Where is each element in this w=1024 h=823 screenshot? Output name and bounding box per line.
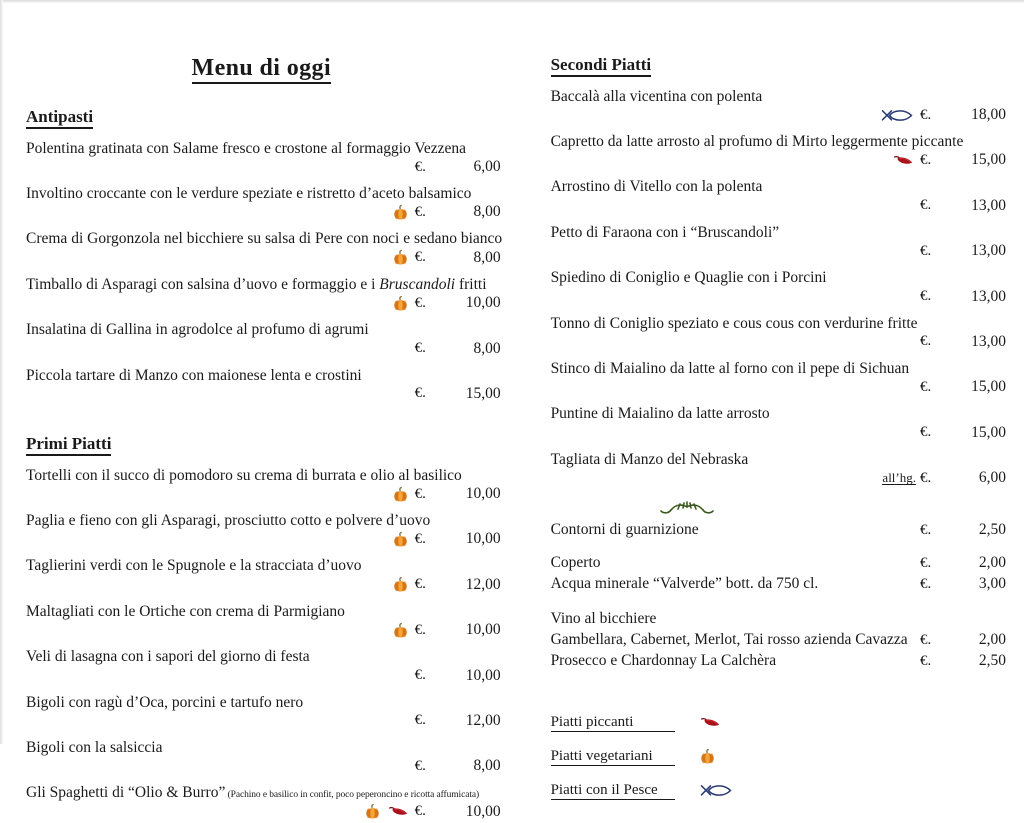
menu-item-currency: €. xyxy=(414,530,426,547)
menu-item-price-line xyxy=(551,422,1024,444)
menu-item-price: 10,00 xyxy=(465,294,501,312)
legend xyxy=(551,706,1024,808)
menu-item-name: Bigoli con ragù d’Oca, porcini e tartufo nero xyxy=(26,693,304,711)
menu-item xyxy=(551,177,1024,216)
menu-item-price: 15,00 xyxy=(971,151,1006,169)
menu-item-currency: €. xyxy=(920,106,932,123)
item-icons xyxy=(392,485,409,503)
wine-row xyxy=(551,630,1024,651)
page-title xyxy=(26,55,533,82)
menu-item-name: Maltagliati con le Ortiche con crema di Parmigiano xyxy=(26,602,345,620)
menu-item-price-line xyxy=(26,619,533,641)
menu-item xyxy=(551,314,1024,353)
legend-icon xyxy=(699,748,716,765)
menu-item xyxy=(26,466,533,505)
menu-item-price: 18,00 xyxy=(971,106,1006,124)
menu-item-name: Baccalà alla vicentina con polenta xyxy=(550,87,763,105)
menu-item-price-line xyxy=(26,383,533,405)
secondi-item-list xyxy=(551,87,1024,489)
ornament-divider xyxy=(551,495,1024,521)
menu-item-name: Timballo di Asparagi con salsina d’uovo e formaggio e i Bruscandoli fritti xyxy=(26,275,487,293)
menu-item xyxy=(551,268,1024,307)
menu-item xyxy=(26,366,533,405)
menu-item-currency: €. xyxy=(414,203,426,220)
menu-item xyxy=(26,783,533,822)
menu-item xyxy=(26,184,533,223)
menu-item-note: (Pachino e basilico in confit, poco peperoncino e ricotta affumicata) xyxy=(225,790,480,801)
menu-item-name: Taglierini verdi con le Spugnole e la stracciata d’uovo xyxy=(26,557,362,575)
menu-item-name: Polentina gratinata con Salame fresco e crostone al formaggio Vezzena xyxy=(26,139,466,157)
antipasti-item-list xyxy=(26,139,533,405)
legend-icon xyxy=(699,782,733,799)
menu-item-price-line xyxy=(551,149,1024,171)
menu-item xyxy=(26,647,533,686)
menu-item-price-line xyxy=(26,201,533,223)
menu-item-currency: €. xyxy=(920,378,932,395)
service-row-label: Coperto xyxy=(550,554,601,572)
menu-item-price-line xyxy=(26,574,533,596)
item-icons xyxy=(392,294,409,312)
menu-item-price-line xyxy=(551,195,1024,217)
menu-item xyxy=(551,450,1024,489)
menu-item-price: 15,00 xyxy=(465,384,501,402)
menu-item-price-line xyxy=(26,292,533,314)
item-icons xyxy=(392,621,409,639)
item-icons xyxy=(392,203,409,221)
menu-item-name: Puntine di Maialino da latte arrosto xyxy=(550,405,770,423)
menu-item-price: 10,00 xyxy=(465,802,501,820)
menu-item-price-line xyxy=(26,156,533,178)
menu-item-name: Tagliata di Manzo del Nebraska xyxy=(550,450,749,468)
wine-row-currency: €. xyxy=(920,631,932,648)
item-icons xyxy=(364,803,409,821)
menu-item-price-line xyxy=(551,376,1024,398)
section-heading-primi: Primi Piatti xyxy=(26,435,111,456)
service-row-price: 3,00 xyxy=(978,574,1006,592)
section-heading-antipasti: Antipasti xyxy=(26,108,93,129)
menu-item-name: Petto di Faraona con i “Bruscandoli” xyxy=(550,223,780,241)
menu-item-name: Veli di lasagna con i sapori del giorno di festa xyxy=(26,648,310,666)
menu-item xyxy=(551,223,1024,262)
wine-group xyxy=(551,609,1024,672)
fish-icon xyxy=(699,782,733,799)
legend-row xyxy=(551,774,1024,808)
item-icons xyxy=(880,106,914,124)
menu-item-price: 10,00 xyxy=(465,621,501,639)
menu-item-price: 6,00 xyxy=(978,469,1006,487)
menu-item-price-line xyxy=(26,801,533,823)
menu-item-name: Tonno di Coniglio speziato e cous cous con verdurine fritte xyxy=(550,314,918,332)
service-row xyxy=(551,574,1024,595)
menu-item-currency: €. xyxy=(414,158,426,175)
menu-item-price: 12,00 xyxy=(465,575,501,593)
contorni-price: 2,50 xyxy=(978,521,1006,539)
service-row-price: 2,00 xyxy=(978,554,1006,572)
menu-item-currency: €. xyxy=(920,151,932,168)
pumpkin-icon xyxy=(392,531,409,548)
menu-item-price-line xyxy=(551,286,1024,308)
menu-item-name: Spiedino di Coniglio e Quaglie con i Porcini xyxy=(550,269,827,287)
menu-item-name: Piccola tartare di Manzo con maionese lenta e crostini xyxy=(26,366,362,384)
menu-item-currency: €. xyxy=(414,667,426,683)
menu-item-name-emphasis: Bruscandoli xyxy=(379,275,456,293)
pumpkin-icon xyxy=(392,204,409,221)
menu-item-currency: €. xyxy=(414,340,426,357)
menu-item xyxy=(26,275,533,314)
menu-item-price: 8,00 xyxy=(473,339,501,357)
section-antipasti xyxy=(26,108,533,405)
menu-item-currency: €. xyxy=(920,288,932,305)
legend-row xyxy=(551,706,1024,740)
legend-label: Piatti vegetariani xyxy=(551,748,675,766)
menu-item-currency: €. xyxy=(414,803,426,820)
page-title-text: Menu di oggi xyxy=(192,55,331,84)
service-row-label: Acqua minerale “Valverde” bott. da 750 cl. xyxy=(550,574,819,592)
contorni-label: Contorni di guarnizione xyxy=(550,521,699,539)
menu-item-price-line xyxy=(551,331,1024,353)
menu-item-unit: all’hg. xyxy=(882,469,916,485)
menu-item-name: Arrostino di Vitello con la polenta xyxy=(550,178,763,196)
menu-item-price: 13,00 xyxy=(971,196,1006,214)
menu-item xyxy=(26,139,533,178)
service-group xyxy=(551,553,1024,595)
menu-item xyxy=(551,132,1024,171)
menu-item-price-line xyxy=(551,104,1024,126)
menu-item-price: 15,00 xyxy=(971,378,1006,396)
menu-item-price-line xyxy=(26,247,533,269)
service-row-currency: €. xyxy=(920,555,932,572)
contorni-currency: €. xyxy=(920,522,932,539)
menu-item-currency: €. xyxy=(414,485,426,502)
menu-item-price-line xyxy=(26,665,533,687)
menu-item-price-line xyxy=(26,528,533,550)
menu-item-currency: €. xyxy=(414,249,426,266)
menu-item-price-line xyxy=(26,338,533,360)
pumpkin-icon xyxy=(392,622,409,639)
wine-row-label: Prosecco e Chardonnay La Calchèra xyxy=(550,651,777,669)
section-secondi xyxy=(551,56,1024,489)
menu-item-price: 13,00 xyxy=(971,242,1006,260)
menu-item-name: Insalatina di Gallina in agrodolce al profumo di agrumi xyxy=(26,321,369,339)
menu-item-price-line xyxy=(26,710,533,732)
primi-item-list xyxy=(26,466,533,823)
chili-pepper-icon xyxy=(892,153,914,168)
menu-item-price: 13,00 xyxy=(971,332,1006,350)
flourish-icon xyxy=(658,500,716,516)
item-icons xyxy=(892,151,914,169)
menu-item xyxy=(551,359,1024,398)
contorni-row xyxy=(551,521,1024,539)
menu-item-price-line xyxy=(551,240,1024,262)
section-primi xyxy=(26,435,533,823)
menu-item-name: Crema di Gorgonzola nel bicchiere su salsa di Pere con noci e sedano bianco xyxy=(26,230,503,248)
item-icons xyxy=(392,576,409,594)
menu-item xyxy=(26,320,533,359)
menu-item xyxy=(551,87,1024,126)
legend-row xyxy=(551,740,1024,774)
menu-item-currency: €. xyxy=(414,712,426,729)
menu-item xyxy=(26,511,533,550)
item-icons xyxy=(392,249,409,267)
pumpkin-icon xyxy=(392,249,409,266)
menu-item-currency: €. xyxy=(414,385,426,402)
menu-item-price: 8,00 xyxy=(473,757,501,775)
menu-item-currency: €. xyxy=(920,469,932,486)
menu-item-name: Gli Spaghetti di “Olio & Burro” (Pachino e basilico in confit, poco peperoncino e ricotta affumicata) xyxy=(26,784,480,802)
menu-item-name: Involtino croccante con le verdure speziate e ristretto d’aceto balsamico xyxy=(26,185,472,203)
service-row xyxy=(551,553,1024,574)
menu-item-price: 10,00 xyxy=(465,530,501,548)
pumpkin-icon xyxy=(364,803,381,820)
legend-label: Piatti piccanti xyxy=(551,714,675,732)
legend-icon xyxy=(699,715,721,730)
service-row-currency: €. xyxy=(920,575,932,592)
menu-item xyxy=(26,693,533,732)
menu-item-currency: €. xyxy=(920,242,932,259)
menu-item-currency: €. xyxy=(414,294,426,311)
menu-item-price-line xyxy=(551,467,1024,489)
menu-item-currency: €. xyxy=(920,197,932,214)
pumpkin-icon xyxy=(699,748,716,765)
menu-item-price: 10,00 xyxy=(465,666,501,684)
menu-item-name: Stinco di Maialino da latte al forno con il pepe di Sichuan xyxy=(550,359,910,377)
menu-item-currency: €. xyxy=(920,424,932,441)
wine-row xyxy=(551,651,1024,672)
pumpkin-icon xyxy=(392,486,409,503)
chili-pepper-icon xyxy=(699,715,721,730)
menu-item-currency: €. xyxy=(414,757,426,774)
pumpkin-icon xyxy=(392,295,409,312)
menu-item xyxy=(26,556,533,595)
wine-group-title: Vino al bicchiere xyxy=(550,609,657,627)
menu-item-price: 12,00 xyxy=(465,711,501,729)
menu-item-price: 13,00 xyxy=(971,287,1006,305)
menu-item-price: 6,00 xyxy=(473,158,501,176)
chili-pepper-icon xyxy=(387,804,409,819)
menu-item-currency: €. xyxy=(920,333,932,350)
menu-item-name: Bigoli con la salsiccia xyxy=(26,738,163,756)
item-icons xyxy=(392,530,409,548)
wine-row-price: 2,50 xyxy=(978,651,1006,669)
menu-item xyxy=(551,404,1024,443)
menu-item-currency: €. xyxy=(414,621,426,638)
menu-item-name: Paglia e fieno con gli Asparagi, prosciutto cotto e polvere d’uovo xyxy=(26,512,431,529)
menu-item-price-line xyxy=(26,483,533,505)
right-column xyxy=(533,0,1024,798)
wine-row-label: Gambellara, Cabernet, Merlot, Tai rosso azienda Cavazza xyxy=(550,630,908,648)
pumpkin-icon xyxy=(392,576,409,593)
menu-item-price: 8,00 xyxy=(473,248,501,266)
fish-icon xyxy=(880,107,914,124)
legend-label: Piatti con il Pesce xyxy=(551,782,675,800)
menu-item-price-line xyxy=(26,755,533,777)
menu-item-price: 8,00 xyxy=(473,203,501,221)
menu-item-name: Capretto da latte arrosto al profumo di Mirto leggermente piccante xyxy=(550,133,964,151)
wine-row-currency: €. xyxy=(920,652,932,669)
section-heading-secondi: Secondi Piatti xyxy=(551,56,652,77)
menu-item-price: 15,00 xyxy=(971,423,1006,441)
menu-item xyxy=(26,229,533,268)
menu-item-currency: €. xyxy=(414,576,426,593)
wine-row-price: 2,00 xyxy=(978,630,1006,648)
menu-item-name: Tortelli con il succo di pomodoro su crema di burrata e olio al basilico xyxy=(26,466,462,484)
menu-item xyxy=(26,602,533,641)
menu-item-price: 10,00 xyxy=(465,485,501,502)
